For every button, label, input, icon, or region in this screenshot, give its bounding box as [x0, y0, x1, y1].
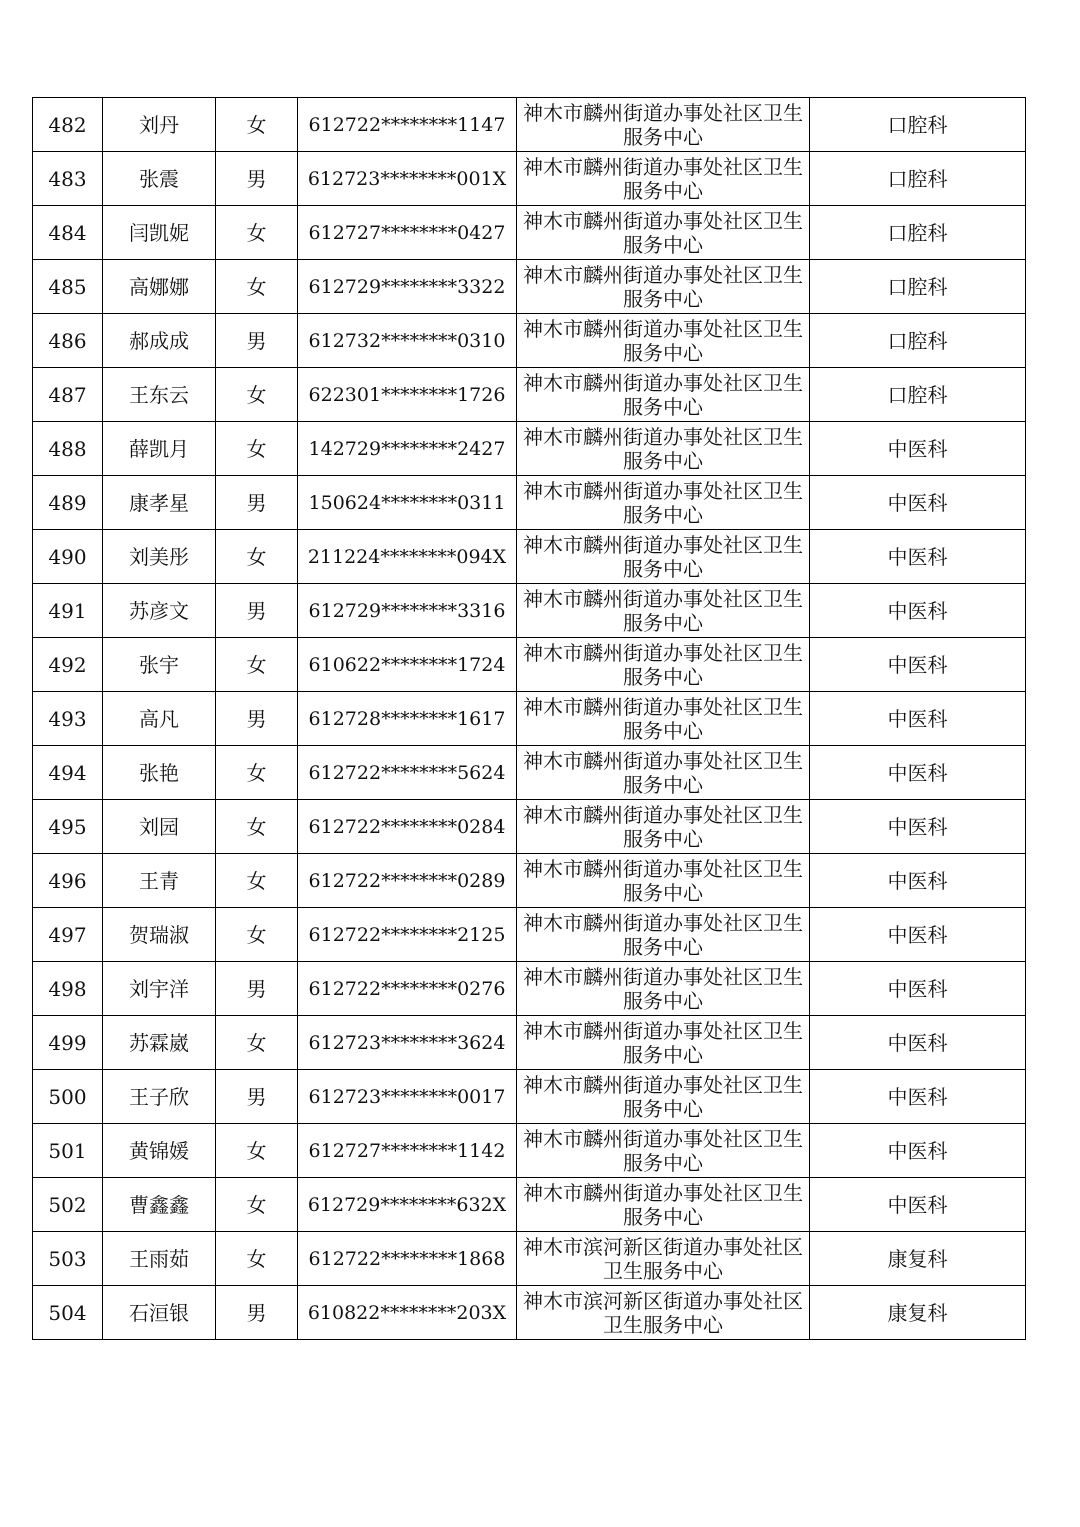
- id-number-cell: 610622********1724: [298, 638, 517, 692]
- name-cell: 张震: [103, 152, 216, 206]
- row-number-cell: 491: [33, 584, 103, 638]
- organization-cell: 神木市麟州街道办事处社区卫生服务中心: [517, 638, 810, 692]
- name-cell: 黄锦媛: [103, 1124, 216, 1178]
- name-cell: 曹鑫鑫: [103, 1178, 216, 1232]
- id-number-cell: 612732********0310: [298, 314, 517, 368]
- row-number-cell: 500: [33, 1070, 103, 1124]
- table-row: [33, 584, 1026, 638]
- id-number-cell: 612722********1868: [298, 1232, 517, 1286]
- department-cell: 中医科: [810, 584, 1026, 638]
- organization-cell: 神木市麟州街道办事处社区卫生服务中心: [517, 854, 810, 908]
- name-cell: 闫凯妮: [103, 206, 216, 260]
- row-number-cell: 496: [33, 854, 103, 908]
- row-number-cell: 490: [33, 530, 103, 584]
- id-number-cell: 142729********2427: [298, 422, 517, 476]
- organization-cell: 神木市滨河新区街道办事处社区卫生服务中心: [517, 1232, 810, 1286]
- department-cell: 口腔科: [810, 206, 1026, 260]
- table-row: [33, 1070, 1026, 1124]
- row-number-cell: 502: [33, 1178, 103, 1232]
- department-cell: 中医科: [810, 1070, 1026, 1124]
- name-cell: 苏彦文: [103, 584, 216, 638]
- gender-cell: 女: [216, 530, 298, 584]
- name-cell: 高凡: [103, 692, 216, 746]
- gender-cell: 女: [216, 638, 298, 692]
- name-cell: 刘丹: [103, 98, 216, 152]
- department-cell: 口腔科: [810, 260, 1026, 314]
- table-row: [33, 1232, 1026, 1286]
- row-number-cell: 493: [33, 692, 103, 746]
- id-number-cell: 612722********0289: [298, 854, 517, 908]
- row-number-cell: 489: [33, 476, 103, 530]
- gender-cell: 女: [216, 98, 298, 152]
- department-cell: 中医科: [810, 800, 1026, 854]
- organization-cell: 神木市麟州街道办事处社区卫生服务中心: [517, 962, 810, 1016]
- id-number-cell: 622301********1726: [298, 368, 517, 422]
- id-number-cell: 612723********0017: [298, 1070, 517, 1124]
- organization-cell: 神木市麟州街道办事处社区卫生服务中心: [517, 908, 810, 962]
- name-cell: 贺瑞淑: [103, 908, 216, 962]
- gender-cell: 女: [216, 1124, 298, 1178]
- id-number-cell: 612729********632X: [298, 1178, 517, 1232]
- id-number-cell: 612723********3624: [298, 1016, 517, 1070]
- gender-cell: 女: [216, 368, 298, 422]
- name-cell: 郝成成: [103, 314, 216, 368]
- row-number-cell: 485: [33, 260, 103, 314]
- table-row: [33, 368, 1026, 422]
- organization-cell: 神木市麟州街道办事处社区卫生服务中心: [517, 368, 810, 422]
- department-cell: 中医科: [810, 476, 1026, 530]
- table-row: [33, 314, 1026, 368]
- gender-cell: 女: [216, 854, 298, 908]
- name-cell: 王雨茹: [103, 1232, 216, 1286]
- department-cell: 中医科: [810, 692, 1026, 746]
- roster-table: [32, 97, 1026, 1340]
- name-cell: 张宇: [103, 638, 216, 692]
- table-row: [33, 638, 1026, 692]
- id-number-cell: 612722********0284: [298, 800, 517, 854]
- gender-cell: 男: [216, 1070, 298, 1124]
- id-number-cell: 612729********3316: [298, 584, 517, 638]
- id-number-cell: 612722********5624: [298, 746, 517, 800]
- organization-cell: 神木市麟州街道办事处社区卫生服务中心: [517, 1178, 810, 1232]
- row-number-cell: 494: [33, 746, 103, 800]
- row-number-cell: 483: [33, 152, 103, 206]
- gender-cell: 男: [216, 1286, 298, 1340]
- gender-cell: 男: [216, 962, 298, 1016]
- row-number-cell: 486: [33, 314, 103, 368]
- gender-cell: 女: [216, 1016, 298, 1070]
- table-row: [33, 1016, 1026, 1070]
- name-cell: 刘宇洋: [103, 962, 216, 1016]
- id-number-cell: 612722********0276: [298, 962, 517, 1016]
- table-row: [33, 98, 1026, 152]
- gender-cell: 女: [216, 908, 298, 962]
- name-cell: 高娜娜: [103, 260, 216, 314]
- gender-cell: 男: [216, 692, 298, 746]
- department-cell: 康复科: [810, 1286, 1026, 1340]
- department-cell: 康复科: [810, 1232, 1026, 1286]
- department-cell: 中医科: [810, 1178, 1026, 1232]
- organization-cell: 神木市麟州街道办事处社区卫生服务中心: [517, 530, 810, 584]
- organization-cell: 神木市麟州街道办事处社区卫生服务中心: [517, 746, 810, 800]
- name-cell: 张艳: [103, 746, 216, 800]
- row-number-cell: 503: [33, 1232, 103, 1286]
- table-row: [33, 692, 1026, 746]
- department-cell: 口腔科: [810, 98, 1026, 152]
- id-number-cell: 612727********0427: [298, 206, 517, 260]
- organization-cell: 神木市麟州街道办事处社区卫生服务中心: [517, 1016, 810, 1070]
- department-cell: 中医科: [810, 422, 1026, 476]
- organization-cell: 神木市麟州街道办事处社区卫生服务中心: [517, 476, 810, 530]
- department-cell: 口腔科: [810, 314, 1026, 368]
- gender-cell: 男: [216, 584, 298, 638]
- organization-cell: 神木市麟州街道办事处社区卫生服务中心: [517, 260, 810, 314]
- gender-cell: 女: [216, 800, 298, 854]
- id-number-cell: 612722********2125: [298, 908, 517, 962]
- id-number-cell: 610822********203X: [298, 1286, 517, 1340]
- id-number-cell: 150624********0311: [298, 476, 517, 530]
- organization-cell: 神木市麟州街道办事处社区卫生服务中心: [517, 152, 810, 206]
- gender-cell: 女: [216, 422, 298, 476]
- department-cell: 中医科: [810, 908, 1026, 962]
- organization-cell: 神木市麟州街道办事处社区卫生服务中心: [517, 314, 810, 368]
- row-number-cell: 498: [33, 962, 103, 1016]
- table-row: [33, 206, 1026, 260]
- gender-cell: 女: [216, 206, 298, 260]
- department-cell: 中医科: [810, 1016, 1026, 1070]
- table-row: [33, 476, 1026, 530]
- id-number-cell: 211224********094X: [298, 530, 517, 584]
- organization-cell: 神木市麟州街道办事处社区卫生服务中心: [517, 584, 810, 638]
- department-cell: 中医科: [810, 1124, 1026, 1178]
- name-cell: 石洹银: [103, 1286, 216, 1340]
- table-row: [33, 152, 1026, 206]
- organization-cell: 神木市麟州街道办事处社区卫生服务中心: [517, 800, 810, 854]
- gender-cell: 男: [216, 314, 298, 368]
- id-number-cell: 612727********1142: [298, 1124, 517, 1178]
- id-number-cell: 612722********1147: [298, 98, 517, 152]
- department-cell: 口腔科: [810, 152, 1026, 206]
- name-cell: 刘园: [103, 800, 216, 854]
- department-cell: 中医科: [810, 854, 1026, 908]
- id-number-cell: 612729********3322: [298, 260, 517, 314]
- department-cell: 中医科: [810, 530, 1026, 584]
- row-number-cell: 488: [33, 422, 103, 476]
- table-row: [33, 746, 1026, 800]
- row-number-cell: 501: [33, 1124, 103, 1178]
- organization-cell: 神木市麟州街道办事处社区卫生服务中心: [517, 1070, 810, 1124]
- table-row: [33, 962, 1026, 1016]
- table-row: [33, 854, 1026, 908]
- roster-table-body: [33, 98, 1026, 1340]
- name-cell: 刘美彤: [103, 530, 216, 584]
- gender-cell: 女: [216, 1178, 298, 1232]
- name-cell: 王东云: [103, 368, 216, 422]
- name-cell: 苏霖崴: [103, 1016, 216, 1070]
- table-row: [33, 908, 1026, 962]
- gender-cell: 女: [216, 746, 298, 800]
- department-cell: 中医科: [810, 746, 1026, 800]
- table-row: [33, 800, 1026, 854]
- row-number-cell: 487: [33, 368, 103, 422]
- id-number-cell: 612728********1617: [298, 692, 517, 746]
- department-cell: 中医科: [810, 962, 1026, 1016]
- department-cell: 口腔科: [810, 368, 1026, 422]
- table-row: [33, 1124, 1026, 1178]
- row-number-cell: 504: [33, 1286, 103, 1340]
- row-number-cell: 492: [33, 638, 103, 692]
- row-number-cell: 495: [33, 800, 103, 854]
- organization-cell: 神木市麟州街道办事处社区卫生服务中心: [517, 206, 810, 260]
- name-cell: 王子欣: [103, 1070, 216, 1124]
- table-row: [33, 530, 1026, 584]
- table-row: [33, 422, 1026, 476]
- row-number-cell: 499: [33, 1016, 103, 1070]
- department-cell: 中医科: [810, 638, 1026, 692]
- organization-cell: 神木市麟州街道办事处社区卫生服务中心: [517, 98, 810, 152]
- row-number-cell: 484: [33, 206, 103, 260]
- organization-cell: 神木市麟州街道办事处社区卫生服务中心: [517, 1124, 810, 1178]
- organization-cell: 神木市麟州街道办事处社区卫生服务中心: [517, 692, 810, 746]
- name-cell: 薛凯月: [103, 422, 216, 476]
- id-number-cell: 612723********001X: [298, 152, 517, 206]
- gender-cell: 男: [216, 476, 298, 530]
- organization-cell: 神木市麟州街道办事处社区卫生服务中心: [517, 422, 810, 476]
- name-cell: 康孝星: [103, 476, 216, 530]
- table-row: [33, 260, 1026, 314]
- table-row: [33, 1286, 1026, 1340]
- organization-cell: 神木市滨河新区街道办事处社区卫生服务中心: [517, 1286, 810, 1340]
- name-cell: 王青: [103, 854, 216, 908]
- gender-cell: 女: [216, 1232, 298, 1286]
- table-row: [33, 1178, 1026, 1232]
- row-number-cell: 482: [33, 98, 103, 152]
- gender-cell: 男: [216, 152, 298, 206]
- row-number-cell: 497: [33, 908, 103, 962]
- gender-cell: 女: [216, 260, 298, 314]
